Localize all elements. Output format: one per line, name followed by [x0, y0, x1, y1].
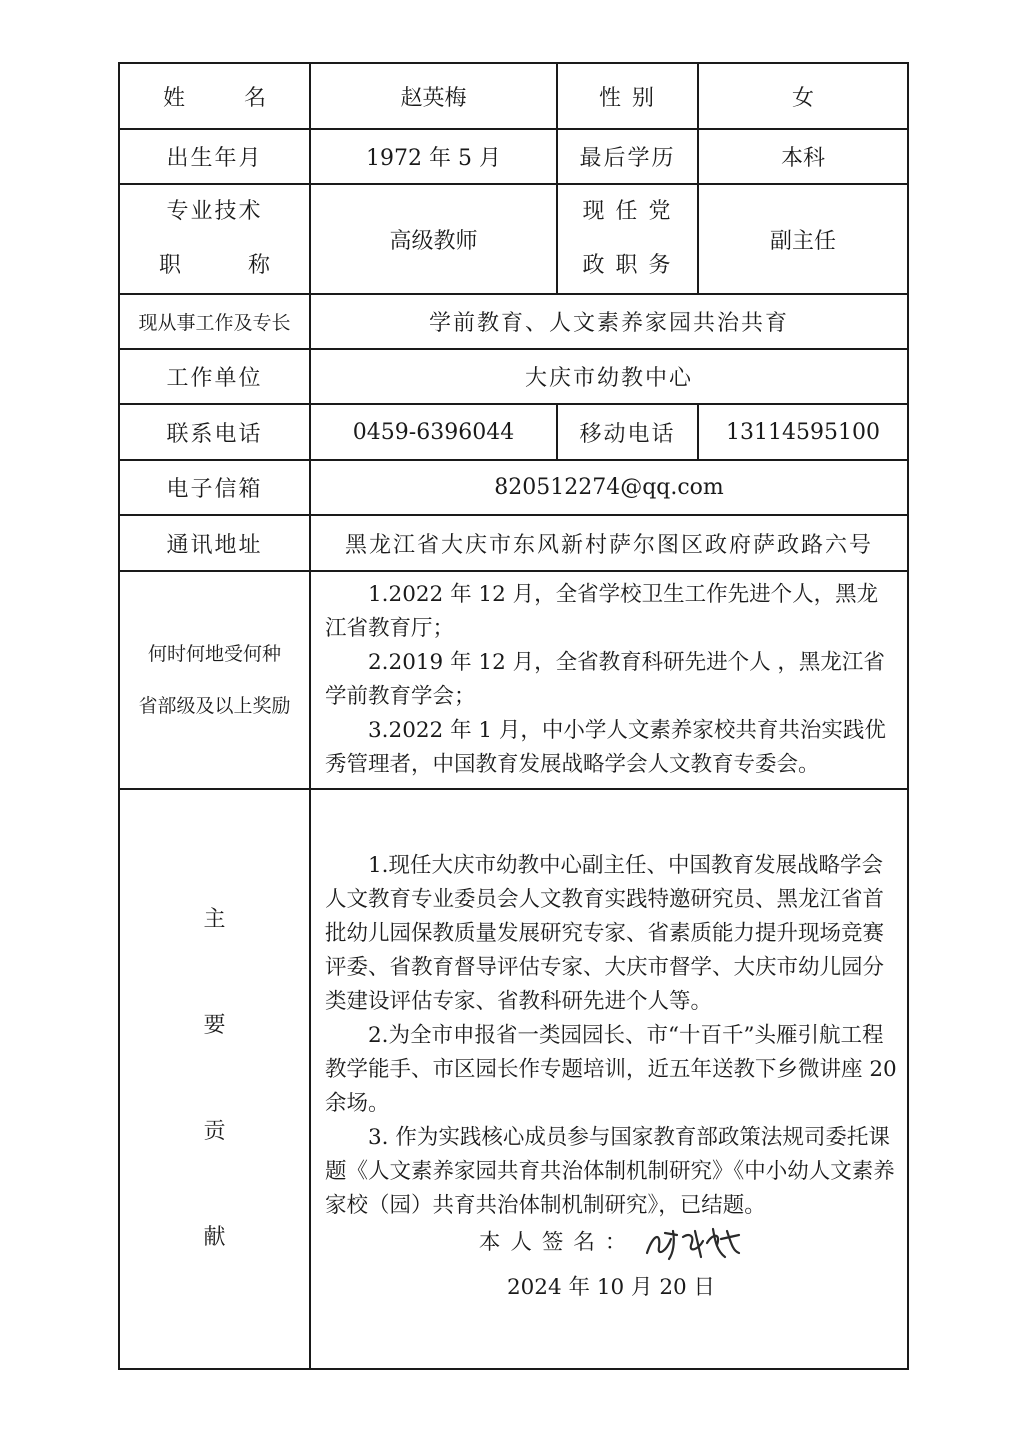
- work-specialty-value: 学前教育、人文素养家园共治共育: [310, 294, 908, 349]
- contributions-label-char: 贡: [203, 1119, 226, 1144]
- contribution-item: 3. 作为实践核心成员参与国家教育部政策法规司委托课题《人文素养家园共育共治体制机制研究》《中小幼人文素养家校（园）共育共治体制机制研究》，已结题。: [325, 1125, 895, 1218]
- contribution-item: 1.现任大庆市幼教中心副主任、中国教育发展战略学会人文教育专业委员会人文教育实践特邀研究员、黑龙江省首批幼儿园保教质量发展研究专家、省素质能力提升现场竞赛评委、省教育督导评估专家、大庆市督学、大庆市幼儿园分类建设评估专家、省教科研先进个人等。: [325, 853, 885, 1014]
- row-work-unit: [119, 349, 908, 404]
- signature-line: [325, 1223, 897, 1263]
- email-label: 电子信箱: [119, 460, 310, 515]
- mobile-value: 13114595100: [698, 404, 908, 460]
- post-value: 副主任: [698, 184, 908, 294]
- gender-label: 性 别: [557, 63, 698, 129]
- row-address: [119, 515, 908, 571]
- contributions-label: [119, 789, 310, 1369]
- row-title-post: [119, 184, 908, 294]
- row-email: [119, 460, 908, 515]
- phone-label: 联系电话: [119, 404, 310, 460]
- phone-value: 0459-6396044: [310, 404, 557, 460]
- birth-value: 1972 年 5 月: [310, 129, 557, 184]
- name-label: 姓 名: [119, 63, 310, 129]
- title-label-line2: 职 称: [159, 253, 300, 278]
- row-awards: [119, 571, 908, 789]
- post-label-line2: 政 职 务: [582, 253, 673, 278]
- award-item: 3.2022 年 1 月，中小学人文素养家校共育共治实践优秀管理者，中国教育发展战略学会人文教育专委会。: [325, 718, 886, 777]
- address-value: 黑龙江省大庆市东风新村萨尔图区政府萨政路六号: [310, 515, 908, 571]
- awards-content: [310, 571, 908, 789]
- award-item: 1.2022 年 12 月，全省学校卫生工作先进个人，黑龙江省教育厅；: [325, 582, 879, 641]
- work-unit-label: 工作单位: [119, 349, 310, 404]
- gender-value: 女: [698, 63, 908, 129]
- row-name-gender: [119, 63, 908, 129]
- birth-label: 出生年月: [119, 129, 310, 184]
- work-specialty-label: 现从事工作及专长: [119, 294, 310, 349]
- post-label-line1: 现 任 党: [582, 199, 673, 224]
- address-label: 通讯地址: [119, 515, 310, 571]
- contributions-label-char: 主: [203, 907, 226, 932]
- email-value: 820512274@qq.com: [310, 460, 908, 515]
- awards-label-line2: 省部级及以上奖励: [138, 695, 291, 717]
- title-label: [119, 184, 310, 294]
- education-label: 最后学历: [557, 129, 698, 184]
- application-form-table: [118, 62, 909, 1370]
- contributions-label-char: 献: [203, 1225, 226, 1250]
- signature-date: 2024 年 10 月 20 日: [506, 1275, 716, 1300]
- name-value: 赵英梅: [310, 63, 557, 129]
- row-work-specialty: [119, 294, 908, 349]
- mobile-label: 移动电话: [557, 404, 698, 460]
- row-contributions: [119, 789, 908, 1369]
- title-label-line1: 专业技术: [166, 199, 263, 224]
- row-phone: [119, 404, 908, 460]
- awards-label-line1: 何时何地受何种: [147, 643, 281, 665]
- title-value: 高级教师: [310, 184, 557, 294]
- education-value: 本科: [698, 129, 908, 184]
- work-unit-value: 大庆市幼教中心: [310, 349, 908, 404]
- contribution-item: 2.为全市申报省一类园园长、市“十百千”头雁引航工程教学能手、市区园长作专题培训，近五年送教下乡微讲座 20 余场。: [325, 1023, 897, 1116]
- award-item: 2.2019 年 12 月，全省教育科研先进个人 ，黑龙江省学前教育学会；: [325, 650, 885, 709]
- contributions-label-char: 要: [203, 1013, 226, 1038]
- awards-label: [119, 571, 310, 789]
- signature-label: 本人签名：: [478, 1230, 637, 1255]
- row-birth-education: [119, 129, 908, 184]
- post-label: [557, 184, 698, 294]
- handwritten-signature-icon: [643, 1223, 743, 1263]
- contributions-content: [310, 789, 908, 1369]
